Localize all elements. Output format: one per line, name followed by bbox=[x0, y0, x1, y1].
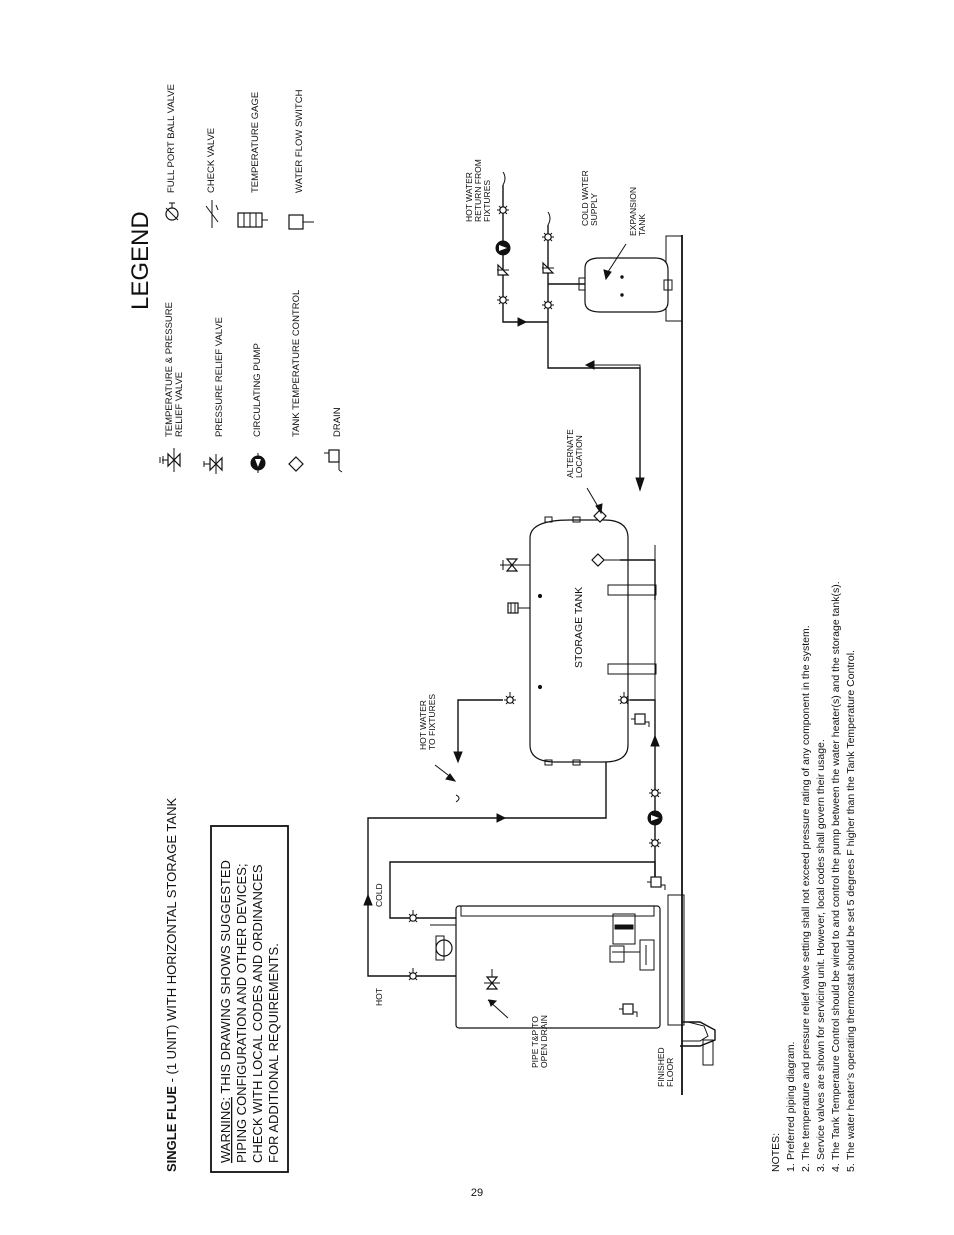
svg-text:WATER FLOW SWITCH: WATER FLOW SWITCH bbox=[294, 89, 305, 193]
warning-line2: PIPING CONFIGURATION AND OTHER DEVICES; bbox=[234, 863, 249, 1163]
warning-line4: FOR ADDITIONAL REQUIREMENTS. bbox=[266, 943, 281, 1163]
notes-heading: NOTES: bbox=[770, 1132, 782, 1172]
title-rest: - (1 UNIT) WITH HORIZONTAL STORAGE TANK bbox=[164, 797, 179, 1087]
svg-text:EXPANSION: EXPANSION bbox=[628, 187, 638, 236]
svg-text:3.: 3. bbox=[815, 1163, 827, 1172]
tank-tp-valve bbox=[500, 559, 530, 571]
tank-temperature-gage bbox=[508, 603, 530, 613]
hot-water-to-fixtures-label bbox=[418, 694, 437, 750]
svg-text:Service valves are shown for s: Service valves are shown for servicing unit. However, local codes shall govern their usage. bbox=[815, 739, 827, 1160]
return-pump bbox=[496, 241, 510, 255]
tank-outlet-valve bbox=[504, 692, 516, 704]
warning-text bbox=[218, 860, 281, 1163]
svg-text:CHECK VALVE: CHECK VALVE bbox=[206, 127, 217, 193]
svg-text:TEMPERATURE GAGE: TEMPERATURE GAGE bbox=[250, 91, 261, 193]
svg-text:TO FIXTURES: TO FIXTURES bbox=[427, 693, 437, 750]
svg-text:SINGLE FLUE - (1 UNIT) WITH HO bbox=[164, 798, 179, 1172]
pump-upstream-valve bbox=[649, 785, 661, 797]
svg-text:FLOOR: FLOOR bbox=[665, 1057, 675, 1087]
flue-vent-pipe bbox=[680, 1022, 715, 1065]
legend-label-pressure-relief bbox=[214, 317, 225, 437]
svg-text:4.: 4. bbox=[830, 1163, 842, 1172]
svg-text:The Tank Temperature Control s: The Tank Temperature Control should be wired to and control the pump between the water heater(s) and the storage tank(s). bbox=[830, 581, 842, 1160]
notes bbox=[770, 581, 857, 1172]
note-2 bbox=[800, 625, 812, 1172]
svg-text:TEMPERATURE & PRESSURE: TEMPERATURE & PRESSURE bbox=[164, 302, 175, 437]
svg-text:STORAGE TANK: STORAGE TANK bbox=[573, 586, 585, 668]
svg-text:FULL PORT BALL VALVE: FULL PORT BALL VALVE bbox=[166, 84, 177, 193]
legend-label-check-valve bbox=[206, 128, 217, 193]
heater-pump bbox=[648, 811, 662, 825]
tank-drain bbox=[631, 714, 649, 727]
return-valve-1 bbox=[497, 202, 509, 214]
warning-line1: THIS DRAWING SHOWS SUGGESTED bbox=[218, 860, 233, 1098]
svg-text:RELIEF VALVE: RELIEF VALVE bbox=[174, 371, 185, 437]
svg-text:HOT: HOT bbox=[374, 988, 384, 1006]
svg-text:OPEN DRAIN: OPEN DRAIN bbox=[539, 1015, 549, 1068]
water-flow-switch-icon bbox=[289, 215, 314, 229]
svg-text:FIXTURES: FIXTURES bbox=[482, 179, 492, 222]
hot-water-return-label bbox=[464, 159, 492, 222]
svg-text:CIRCULATING PUMP: CIRCULATING PUMP bbox=[252, 343, 263, 437]
svg-text:WARNING: THIS DRAWING SHOWS SU bbox=[218, 860, 233, 1163]
check-valve-icon bbox=[206, 200, 218, 228]
drain-icon bbox=[324, 450, 342, 472]
legend-label-water-flow-switch bbox=[294, 89, 305, 193]
svg-text:DRAIN: DRAIN bbox=[332, 407, 343, 437]
svg-text:COLD WATER: COLD WATER bbox=[580, 170, 590, 226]
cold-supply-valve bbox=[542, 229, 554, 241]
note-1 bbox=[785, 1042, 797, 1172]
svg-text:RETURN FROM: RETURN FROM bbox=[473, 159, 483, 222]
svg-text:The temperature and pressure r: The temperature and pressure relief valve setting shall not exceed pressure rating of any component in the system. bbox=[800, 625, 812, 1160]
circulating-pump-icon bbox=[251, 453, 265, 473]
svg-text:FINISHED: FINISHED bbox=[656, 1047, 666, 1087]
svg-text:PRESSURE RELIEF VALVE: PRESSURE RELIEF VALVE bbox=[214, 316, 225, 437]
svg-text:Preferred piping diagram.: Preferred piping diagram. bbox=[785, 1041, 797, 1160]
expansion-tank-valve bbox=[542, 297, 554, 309]
svg-text:PIPE T&P TO: PIPE T&P TO bbox=[530, 1016, 540, 1068]
svg-text:HOT WATER: HOT WATER bbox=[418, 700, 428, 750]
storage-tank bbox=[530, 517, 656, 765]
svg-text:TANK TEMPERATURE CONTROL: TANK TEMPERATURE CONTROL bbox=[291, 289, 302, 437]
legend-label-drain bbox=[332, 407, 343, 437]
svg-text:The water heater’s operating t: The water heater’s operating thermostat should be set 5 degrees F higher than the Tank Temperature Control. bbox=[845, 650, 857, 1160]
alternate-location-label bbox=[565, 429, 584, 478]
svg-text:TANK: TANK bbox=[637, 213, 647, 236]
page-title bbox=[164, 798, 179, 1172]
title-bold: SINGLE FLUE bbox=[164, 1086, 179, 1172]
svg-text:LOCATION: LOCATION bbox=[574, 435, 584, 478]
svg-text:1.: 1. bbox=[785, 1163, 797, 1172]
warning-line3: CHECK WITH LOCAL CODES AND ORDINANCES bbox=[250, 864, 265, 1163]
legend-label-tp-relief bbox=[164, 302, 185, 437]
tank-temperature-control-icon bbox=[289, 457, 303, 471]
note-3 bbox=[815, 739, 827, 1172]
storage-tank-label bbox=[573, 587, 585, 668]
cold-label bbox=[374, 883, 384, 907]
tp-relief-valve-icon bbox=[160, 448, 180, 472]
hot-label bbox=[374, 988, 384, 1006]
svg-text:COLD: COLD bbox=[374, 883, 384, 907]
svg-text:5.: 5. bbox=[845, 1163, 857, 1172]
hot-to-fixtures-piping bbox=[435, 700, 503, 802]
heater-inlet-drain bbox=[647, 877, 665, 890]
legend-heading bbox=[127, 211, 154, 310]
expansion-tank bbox=[548, 258, 672, 312]
note-5 bbox=[845, 650, 857, 1172]
legend-label-tank-temp-control bbox=[291, 290, 302, 437]
pressure-relief-valve-icon bbox=[204, 454, 222, 474]
expansion-tank-label bbox=[628, 187, 647, 236]
svg-text:LEGEND: LEGEND bbox=[127, 211, 154, 310]
legend-label-circulating-pump bbox=[252, 343, 263, 437]
svg-text:HOT WATER: HOT WATER bbox=[464, 172, 474, 222]
hot-outlet-valve bbox=[407, 968, 419, 980]
legend-label-ball-valve bbox=[166, 84, 177, 193]
legend-label-temperature-gage bbox=[250, 92, 261, 193]
ball-valve-icon bbox=[166, 203, 178, 220]
svg-text:ALTERNATE: ALTERNATE bbox=[565, 429, 575, 478]
temperature-gage-icon bbox=[238, 213, 268, 227]
return-valve-2 bbox=[497, 292, 509, 304]
pump-downstream-valve bbox=[649, 835, 661, 847]
svg-text:2.: 2. bbox=[800, 1163, 812, 1172]
pipe-tp-label bbox=[530, 1015, 549, 1068]
finished-floor-label bbox=[656, 1047, 675, 1087]
svg-text:SUPPLY: SUPPLY bbox=[589, 193, 599, 226]
warning-label: WARNING: bbox=[218, 1097, 233, 1163]
page-number: 29 bbox=[470, 1187, 484, 1199]
cold-inlet-valve bbox=[407, 910, 419, 922]
cold-water-supply-label bbox=[580, 170, 599, 226]
note-4 bbox=[830, 581, 842, 1172]
